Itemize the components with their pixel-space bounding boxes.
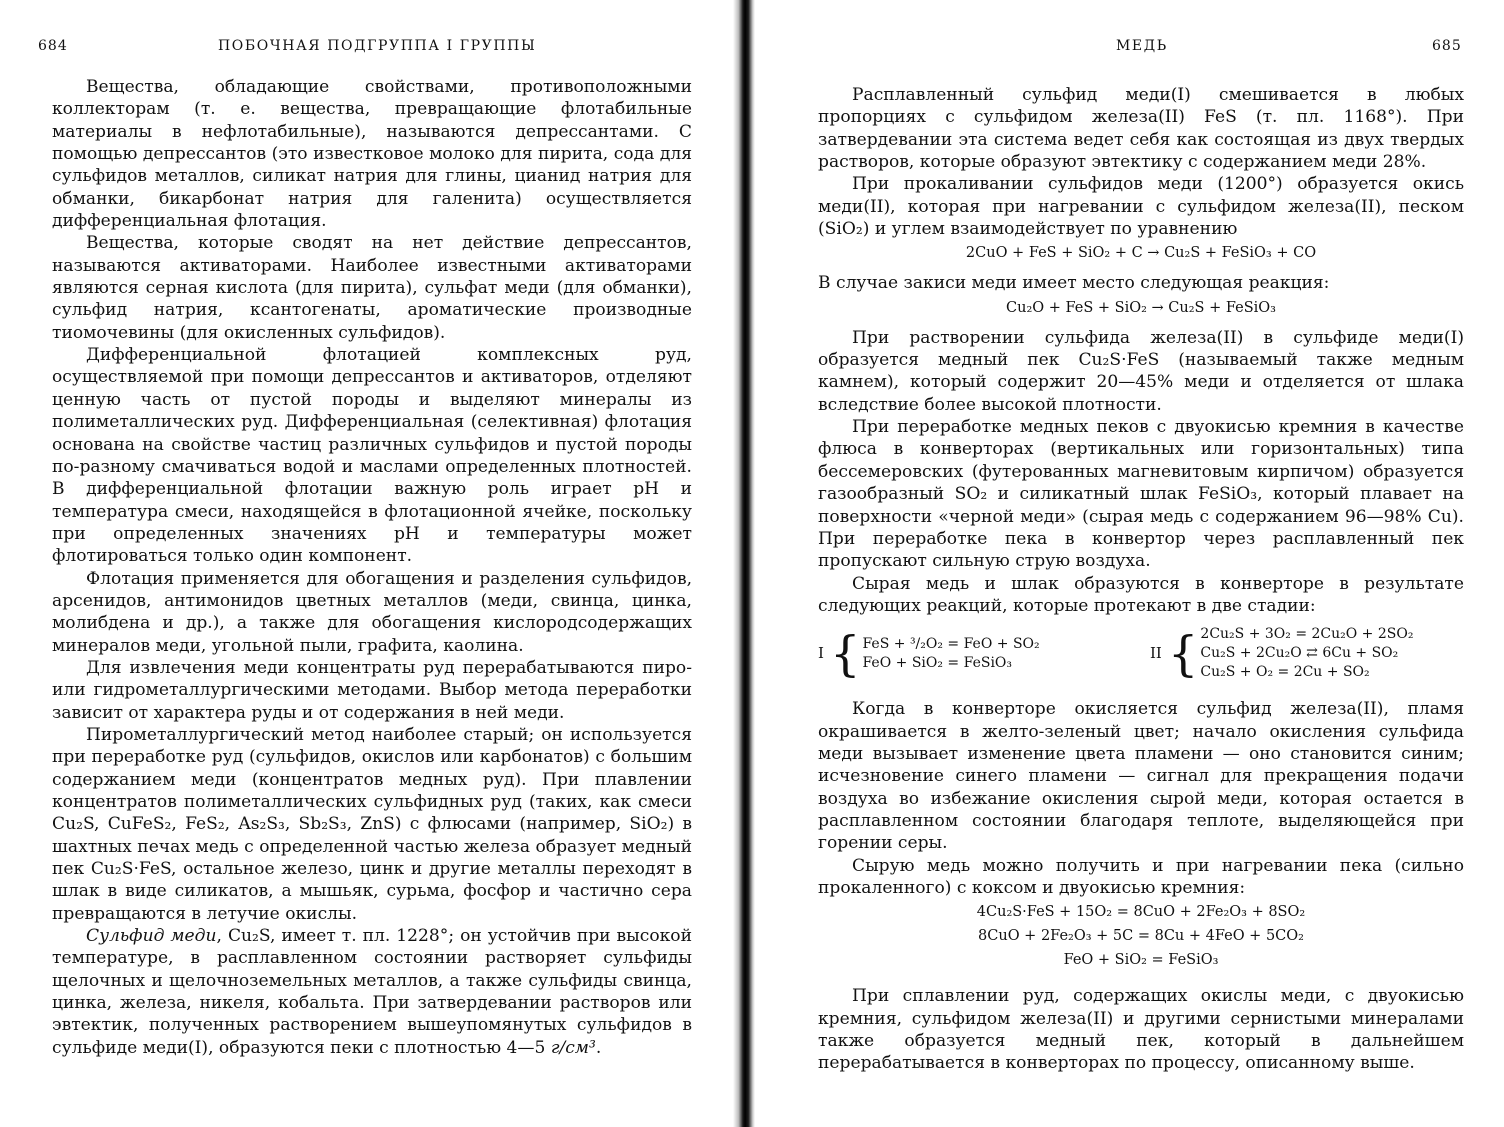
paragraph: Дифференциальной флотацией комплексных руд, осуществляемой при помощи депрессантов и активаторов, отделяют ценную часть от пустой породы и выделяют минералы из полиметаллических руд. Дифференциальная (селективная) флотация основана на свойстве частиц различных сульфидов и пустой породы по-разному смачиваться водой и маслами определенных плотностей. В дифференциальной флотации важную роль играет pH и температура смеси, находящейся в флотационной ячейке, поскольку при определенных значениях pH и температуры может флотироваться только один компонент. <box>52 345 692 567</box>
running-title: МЕДЬ <box>1116 38 1168 54</box>
paragraph: Сырая медь и шлак образуются в конверторе в результате следующих реакций, которые протекают в две стадии: <box>818 573 1464 616</box>
equation: Cu₂O + FeS + SiO₂ → Cu₂S + FeSiO₃ <box>1006 299 1276 316</box>
reaction-stages <box>818 625 1464 682</box>
paragraph-end: . <box>595 1037 602 1058</box>
equation: 4Cu₂S·FeS + 15O₂ = 8CuO + 2Fe₂O₃ + 8SO₂ <box>976 904 1306 921</box>
paragraph: При прокаливании сульфидов меди (1200°) образуется окись меди(II), которая при нагревании с сульфидом железа(II), песком (SiO₂) и углем взаимодействует по уравнению <box>818 174 1464 240</box>
paragraph: Флотация применяется для обогащения и разделения сульфидов, арсенидов, антимонидов цветных металлов (меди, свинца, цинка, молибдена и др.), а также для обогащения кислородсодержащих минералов меди, угольной пыли, графита, каолина. <box>52 568 692 656</box>
paragraph-text: , Cu₂S, имеет т. пл. 1228°; он устойчив при высокой температуре, в расплавленном состоянии растворяет сульфиды щелочных и щелочноземельных металлов, а также сульфиды свинца, цинка, железа, никеля, кобальта. При затвердевании растворов или эвтектик, полученных растворением вышеупомянутых сульфидов в сульфиде меди(I), образуются пеки с плотностью 4—5 <box>52 926 692 1058</box>
paragraph: При растворении сульфида железа(II) в сульфиде меди(I) образуется медный пек Cu₂S·FeS (называемый также медным камнем), который содержит 20—45% меди и отделяется от шлака вследствие более высокой плотности. <box>818 327 1464 415</box>
body-text <box>52 76 692 1059</box>
running-title: ПОБОЧНАЯ ПОДГРУППА I ГРУППЫ <box>218 38 537 54</box>
stage-one <box>818 625 1148 682</box>
brace-icon: { <box>829 625 861 682</box>
term-italic: Сульфид меди <box>86 926 217 947</box>
page-number: 684 <box>38 38 68 54</box>
paragraph: Когда в конверторе окисляется сульфид железа(II), пламя окрашивается в желто-зеленый цвет; начало окисления сульфида меди вызывает изменение цвета пламени — оно становится синим; исчезновение синего пламени — сигнал для прекращения подачи воздуха во избежание окисления сырой меди, которая остается в расплавленном состоянии благодаря теплоте, выделяющейся при горении серы. <box>818 699 1464 854</box>
body-text <box>818 84 1464 1075</box>
paragraph <box>52 925 692 1059</box>
paragraph: При переработке медных пеков с двуокисью кремния в качестве флюса в конверторах (вертикальных или горизонтальных) типа бессемеровских (футерованных магневитовым кирпичом) образуется газообразный SO₂ и силикатный шлак FeSiO₃, который плавает на поверхности «черной меди» (сырая медь с содержанием 96—98% Cu). При переработке пека в конвертор через расплавленный пек пропускают сильную струю воздуха. <box>818 417 1464 572</box>
stage-two <box>1150 625 1413 682</box>
paragraph: Пирометаллургический метод наиболее старый; он используется при переработке руд (сульфидов, окислов или карбонатов) с большим содержанием меди (концентратов медных руд). При плавлении концентратов полиметаллических сульфидных руд (таких, как смеси Cu₂S, CuFeS₂, FeS₂, As₂S₃, Sb₂S₃, ZnS) с флюсами (например, SiO₂) в шахтных печах медь с определенной частью железа образует медный пек Cu₂S·FeS, остальное железо, цинк и другие металлы переходят в шлак в виде силикатов, а мышьяк, сурьма, фосфор и частично сера превращаются в летучие окислы. <box>52 724 692 924</box>
equation: 8CuO + 2Fe₂O₃ + 5C = 8Cu + 4FeO + 5CO₂ <box>978 928 1304 945</box>
stage-label: II <box>1150 644 1162 663</box>
unit-italic: г/см³ <box>550 1037 596 1058</box>
equation: Cu₂S + O₂ = 2Cu + SO₂ <box>1200 664 1370 681</box>
equation: FeS + ³/₂O₂ = FeO + SO₂ <box>862 635 1040 652</box>
equation: Cu₂S + 2Cu₂O ⇄ 6Cu + SO₂ <box>1200 645 1399 662</box>
equation: 2CuO + FeS + SiO₂ + C → Cu₂S + FeSiO₃ + CO <box>965 245 1317 262</box>
paragraph: В случае закиси меди имеет место следующая реакция: <box>818 273 1330 294</box>
paragraph: Для извлечения меди концентраты руд перерабатываются пиро- или гидрометаллургическими методами. Выбор метода переработки зависит от характера руды и от содержания в ней меди. <box>52 657 692 723</box>
brace-icon: { <box>1167 625 1199 682</box>
paragraph: Расплавленный сульфид меди(I) смешивается в любых пропорциях с сульфидом железа(II) FeS (т. пл. 1168°). При затвердевании эта система ведет себя как состоящая из двух твердых растворов, которые образуют эвтектику с содержанием меди 28%. <box>818 85 1464 173</box>
right-page <box>756 0 1504 1127</box>
paragraph: При сплавлении руд, содержащих окислы меди, с двуокисью кремния, сульфидом железа(II) и другими сернистыми минералами также образуется медный пек, который в дальнейшем перерабатывается в конверторах по процессу, описанному выше. <box>818 986 1464 1074</box>
equation: FeO + SiO₂ = FeSiO₃ <box>1063 952 1219 969</box>
paragraph: Вещества, обладающие свойствами, противоположными коллекторам (т. е. вещества, превращающие флотабильные материалы в нефлотабильные), называются депрессантами. С помощью депрессантов (это известковое молоко для пирита, сода для сульфидов металлов, силикат натрия для глины, цианид натрия для обманки, бикарбонат натрия для галенита) осуществляется дифференциальная флотация. <box>52 77 692 232</box>
stage-label: I <box>818 644 824 663</box>
equation: FeO + SiO₂ = FeSiO₃ <box>862 654 1013 671</box>
left-page <box>0 0 732 1127</box>
paragraph: Сырую медь можно получить и при нагревании пека (сильно прокаленного) с коксом и двуокисью кремния: <box>818 855 1464 898</box>
paragraph: Вещества, которые сводят на нет действие депрессантов, называются активаторами. Наиболее известными активаторами являются серная кислота (для пирита), сульфат меди (для обманки), сульфид натрия, ксантогенаты, ароматические производные тиомочевины (для окисленных сульфидов). <box>52 233 692 343</box>
page-number: 685 <box>1432 38 1462 54</box>
book-gutter <box>733 0 755 1127</box>
equation: 2Cu₂S + 3O₂ = 2Cu₂O + 2SO₂ <box>1200 626 1414 643</box>
